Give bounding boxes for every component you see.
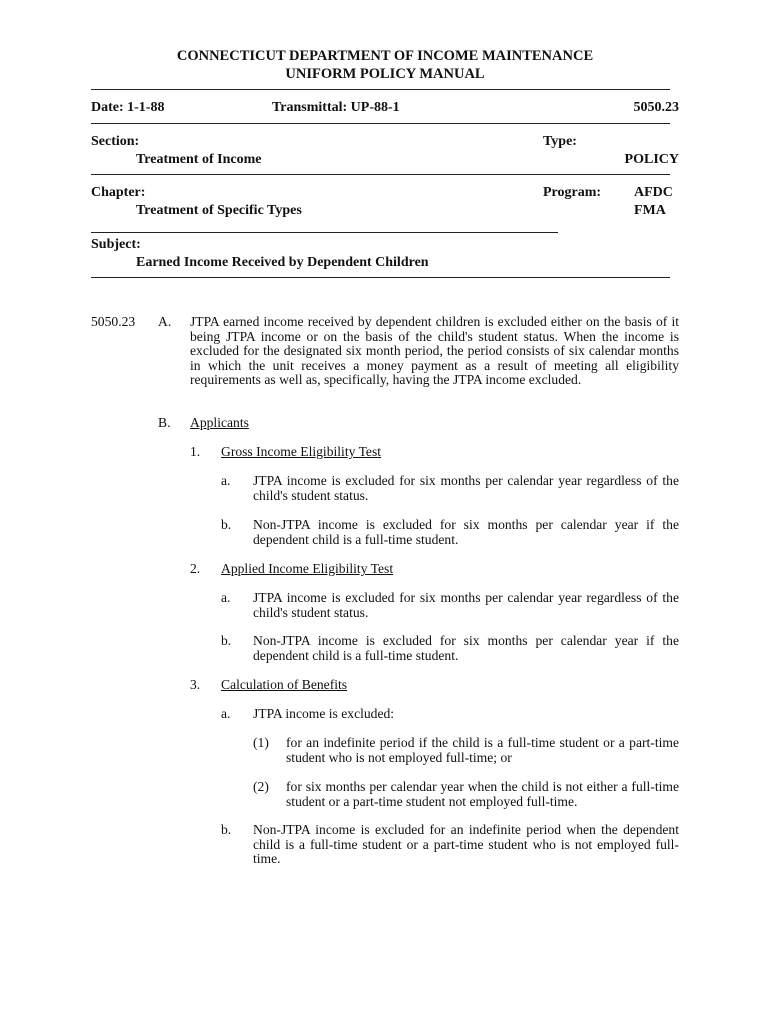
item-1-marker: 1. [190, 444, 201, 459]
program-value-afdc: AFDC [634, 185, 673, 200]
gross-income-heading: Gross Income Eligibility Test [221, 444, 382, 459]
chapter-label: Chapter: [91, 185, 146, 200]
item-1a-text: JTPA income is excluded for six months per calendar year regardless of the child's student status. [253, 473, 679, 503]
item-a-text: JTPA earned income received by dependent children is excluded either on the basis of it being JTPA income or on the basis of the child's student status. When the income is excluded for the designated six month period, the period consists of six calendar months in which the unit receives a money payment as a result of meeting all eligibility requirements as well as, specifically, having the JTPA income excluded. [190, 314, 679, 387]
item-2a-text: JTPA income is excluded for six months per calendar year regardless of the child's student status. [253, 590, 679, 620]
rule-date [91, 123, 670, 124]
program-label: Program: [543, 185, 602, 200]
item-1b-marker: b. [221, 517, 232, 532]
item-3a1-marker: (1) [253, 735, 269, 750]
item-2a-marker: a. [221, 590, 231, 605]
program-value-fma: FMA [634, 203, 666, 218]
item-b-marker: B. [158, 415, 171, 430]
item-2-marker: 2. [190, 561, 201, 576]
chapter-value: Treatment of Specific Types [136, 203, 302, 218]
item-3a-marker: a. [221, 706, 231, 721]
rule-top [91, 89, 670, 90]
subject-label: Subject: [91, 237, 141, 252]
manual-title-line2: UNIFORM POLICY MANUAL [285, 66, 485, 82]
section-value: Treatment of Income [136, 152, 262, 167]
section-label: Section: [91, 134, 140, 149]
policy-number: 5050.23 [633, 100, 679, 115]
item-3a1-text: for an indefinite period if the child is a full-time student or a part-time student who is not employed full-time; or [286, 735, 679, 765]
item-3a2-marker: (2) [253, 779, 269, 794]
manual-title-line1: CONNECTICUT DEPARTMENT OF INCOME MAINTENANCE [176, 48, 594, 64]
section-number: 5050.23 [91, 314, 136, 329]
subject-value: Earned Income Received by Dependent Children [136, 255, 429, 270]
item-3b-text: Non-JTPA income is excluded for an indefinite period when the dependent child is a full-time student or a part-time student who is not employed full-time. [253, 822, 679, 866]
applied-income-heading: Applied Income Eligibility Test [221, 561, 394, 576]
type-value: POLICY [624, 152, 679, 167]
rule-chapter [91, 232, 558, 233]
item-1a-marker: a. [221, 473, 231, 488]
rule-section [91, 174, 670, 175]
calculation-heading: Calculation of Benefits [221, 677, 348, 692]
item-2b-text: Non-JTPA income is excluded for six months per calendar year if the dependent child is a full-time student. [253, 633, 679, 663]
item-a-marker: A. [158, 314, 172, 329]
item-1b-text: Non-JTPA income is excluded for six months per calendar year if the dependent child is a full-time student. [253, 517, 679, 547]
item-3a-text: JTPA income is excluded: [253, 706, 395, 721]
type-label: Type: [543, 134, 577, 149]
item-3-marker: 3. [190, 677, 201, 692]
rule-subject [91, 277, 670, 278]
date-field: Date: 1-1-88 [91, 100, 165, 115]
transmittal-field: Transmittal: UP-88-1 [272, 100, 400, 115]
item-3a2-text: for six months per calendar year when the child is not either a full-time student or a part-time student not employed full-time. [286, 779, 679, 809]
applicants-heading: Applicants [190, 415, 249, 430]
item-2b-marker: b. [221, 633, 232, 648]
item-3b-marker: b. [221, 822, 232, 837]
